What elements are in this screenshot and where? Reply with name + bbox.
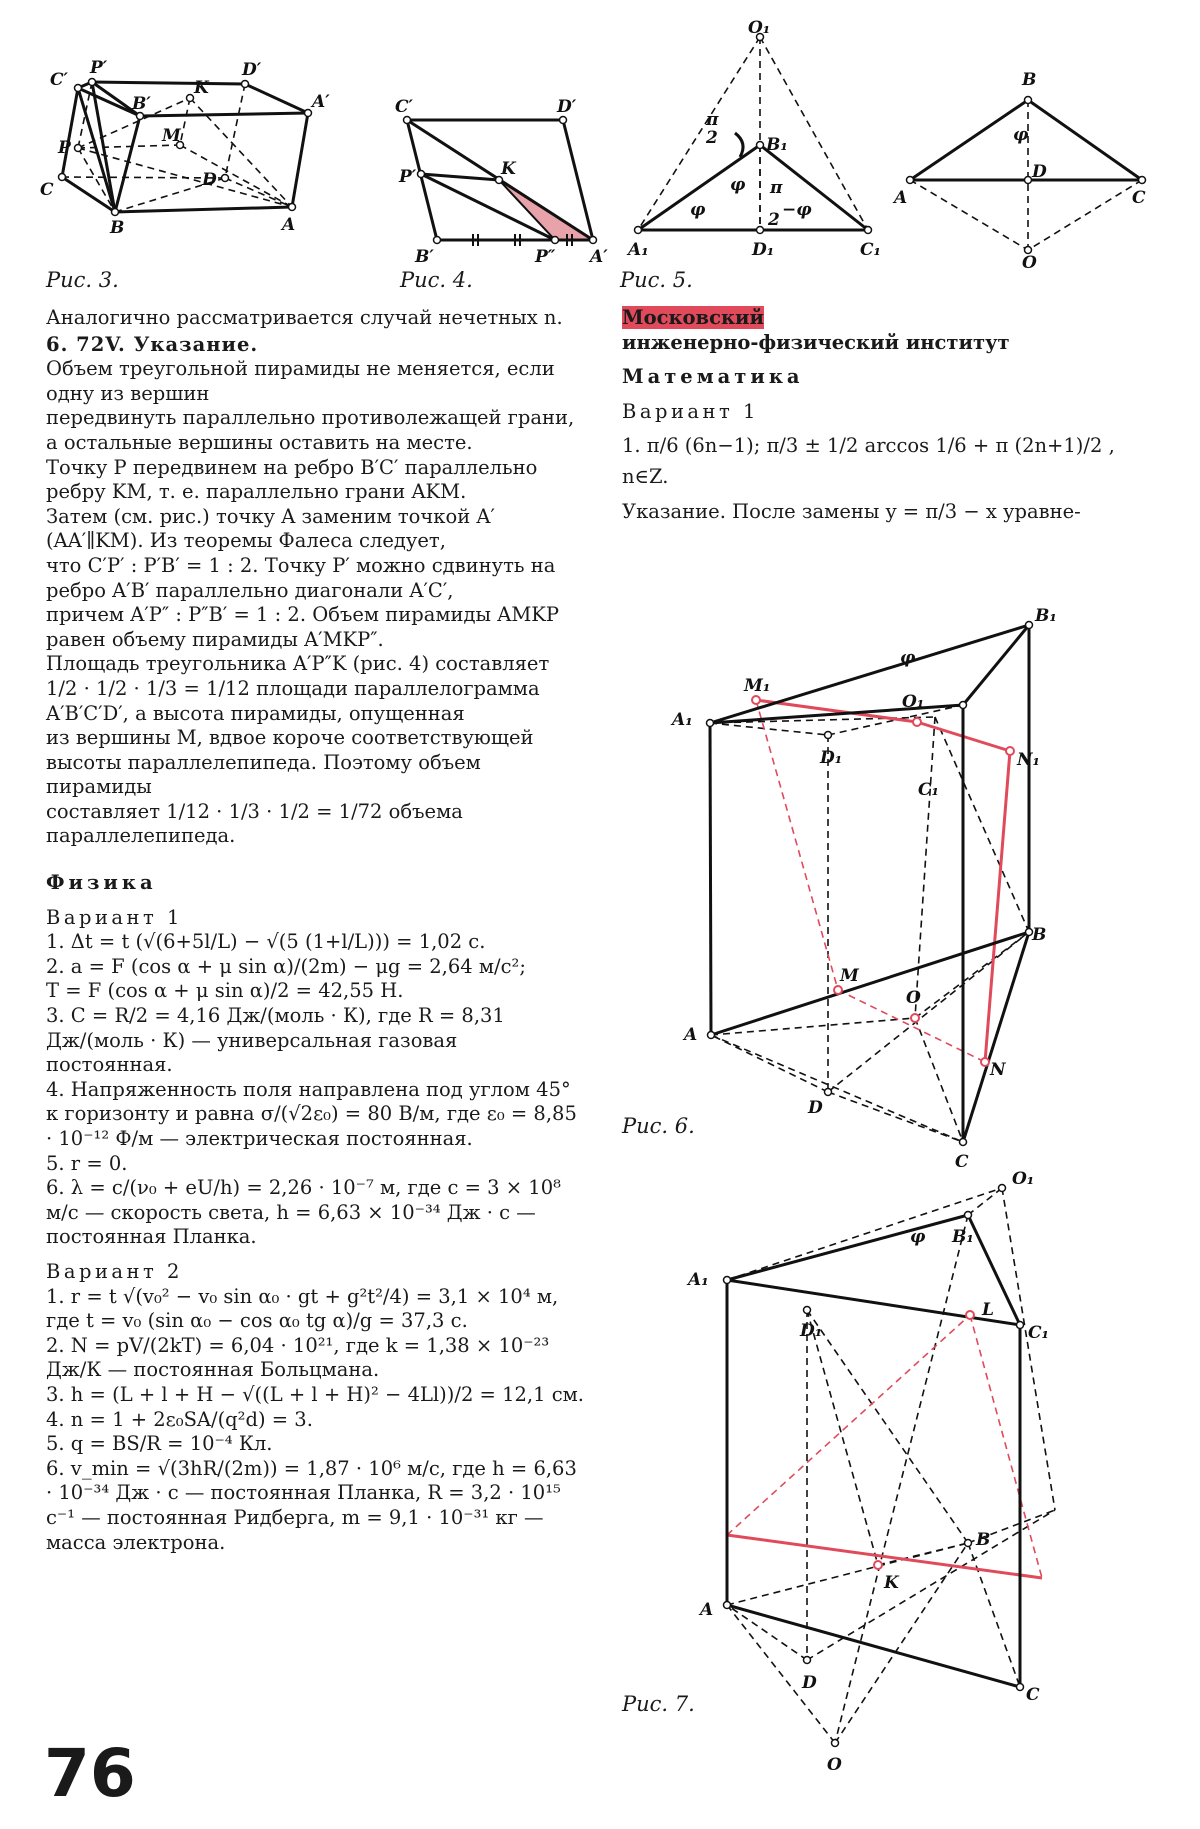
svg-text:O: O [1022, 253, 1037, 273]
variant1-item-6: 5. r = 0. [46, 1151, 128, 1175]
variant1-item-3: T = F (cos α + μ sin α)/2 = 42,55 Н. [46, 979, 404, 1003]
svg-text:A′: A′ [590, 247, 608, 267]
svg-text:B′: B′ [415, 247, 434, 267]
svg-text:A′: A′ [312, 92, 330, 112]
svg-text:2: 2 [706, 128, 718, 148]
svg-text:A: A [282, 215, 296, 235]
svg-text:A₁: A₁ [688, 1270, 709, 1290]
svg-text:P′: P′ [90, 58, 108, 78]
problem6-line-7: Площадь треугольника A′P″K (рис. 4) составляет [46, 652, 550, 676]
svg-text:C′: C′ [395, 97, 414, 117]
svg-text:N: N [990, 1060, 1006, 1080]
svg-text:D₁: D₁ [820, 748, 843, 768]
svg-text:O₁: O₁ [902, 692, 925, 712]
left-column [46, 306, 588, 1555]
institute-line-2: инженерно-физический институт [622, 330, 1010, 354]
svg-text:A: A [894, 188, 908, 208]
problem6-line-2: передвинуть параллельно противолежащей грани, а остальные вершины оставить на месте. [46, 406, 575, 454]
svg-text:P″: P″ [535, 247, 556, 267]
hint-text: Указание. После замены y = π/3 − x уравне- [622, 499, 1081, 523]
variant1-item-7: 6. λ = c/(ν₀ + eU/h) = 2,26 · 10⁻⁷ м, где c = 3 × 10⁸ м/с — скорость света, h = 6,63 × 10⁻³⁴ Дж · с — постоянная Планка. [46, 1176, 561, 1249]
svg-text:φ: φ [690, 200, 706, 220]
variant2-heading: Вариант 2 [46, 1259, 183, 1283]
problem6-line-10: составляет 1/12 · 1/3 · 1/2 = 1/72 объема параллелепипеда. [46, 799, 463, 848]
svg-text:π: π [706, 110, 719, 130]
problem6-line-5: что C′P′ : P′B′ = 1 : 2. Точку P′ можно сдвинуть на ребро A′B′ параллельно диагонали A′C′, [46, 553, 556, 602]
svg-text:K: K [194, 78, 209, 98]
svg-text:P: P [58, 138, 71, 158]
svg-text:D: D [1032, 162, 1047, 182]
figure-7 [680, 1160, 1080, 1780]
caption-figure-3: Рис. 3. [46, 268, 119, 292]
variant1-item-4: 3. C = R/2 = 4,16 Дж/(моль · К), где R = 8,31 Дж/(моль · К) — универсальная газовая постоянная. [46, 1004, 505, 1077]
svg-text:D: D [802, 1673, 817, 1693]
svg-text:O: O [827, 1755, 842, 1775]
problem6-line-6: причем A′P″ : P″B′ = 1 : 2. Объем пирамиды AMKP равен объему пирамиды A′MKP″. [46, 603, 559, 651]
problem6-line-4: Затем (см. рис.) точку A заменим точкой A′ (AA′∥KM). Из теоремы Фалеса следует, [46, 504, 495, 553]
svg-text:D: D [808, 1098, 823, 1118]
intro-text: Аналогично рассматривается случай нечетных n. [46, 306, 563, 329]
svg-text:C: C [40, 180, 54, 200]
svg-text:C₁: C₁ [918, 780, 939, 800]
svg-text:B: B [1032, 925, 1047, 945]
variant2-item-5: 5. q = BS/R = 10⁻⁴ Кл. [46, 1432, 273, 1456]
svg-text:C: C [955, 1152, 969, 1172]
variant2-item-1: 1. r = t √(v₀² − v₀ sin α₀ · gt + g²t²/4) = 3,1 × 10⁴ м, где t = v₀ (sin α₀ − cos α₀ tg α)/g = 37,3 с. [46, 1284, 559, 1333]
svg-text:B₁: B₁ [1035, 606, 1057, 626]
svg-text:φ: φ [730, 175, 746, 195]
figure-5 [620, 18, 1180, 273]
right-column [622, 306, 1162, 524]
figure-4 [385, 97, 615, 270]
caption-figure-6: Рис. 6. [622, 1114, 695, 1138]
problem6-line-3: Точку P передвинем на ребро B′C′ параллельно ребру KM, т. е. параллельно грани AKM. [46, 455, 538, 504]
svg-text:A: A [700, 1600, 714, 1620]
problem6-line-8: 1/2 · 1/2 · 1/3 = 1/12 площади параллелограмма A′B′C′D′, а высота пирамиды, опущенная [46, 676, 540, 725]
institute-line-1 [622, 306, 1162, 331]
svg-text:L: L [982, 1300, 994, 1320]
svg-text:−φ: −φ [782, 200, 812, 220]
svg-text:C′: C′ [50, 70, 69, 90]
svg-text:C₁: C₁ [860, 240, 881, 260]
variant-heading: Вариант 1 [622, 399, 759, 423]
svg-text:2: 2 [768, 210, 780, 230]
variant2-item-6: 6. v_min = √(3hR/(2m)) = 1,87 · 10⁶ м/с, где h = 6,63 · 10⁻³⁴ Дж · с — постоянная Планка, R = 3,2 · 10¹⁵ с⁻¹ — постоянная Ридберга, m = 9,1 · 10⁻³¹ кг — масса электрона. [46, 1456, 577, 1554]
svg-text:C₁: C₁ [1028, 1323, 1049, 1343]
answer-1-cont: n∈Z. [622, 464, 669, 488]
problem6-label: 6. 72V. Указание. [46, 332, 259, 356]
variant1-item-2: 2. a = F (cos α + μ sin α)/(2m) − μg = 2,64 м/с²; [46, 954, 526, 978]
figure-3 [30, 55, 360, 240]
variant2-item-2: 2. N = pV/(2kT) = 6,04 · 10²¹, где k = 1,38 × 10⁻²³ Дж/К — постоянная Больцмана. [46, 1333, 550, 1382]
problem6-line-9: из вершины M, вдвое короче соответствующей высоты параллелепипеда. Поэтому объем пирамиды [46, 726, 534, 799]
svg-text:A: A [684, 1025, 698, 1045]
svg-text:C: C [1132, 188, 1146, 208]
problem6-line-1: Объем треугольной пирамиды не меняется, если одну из вершин [46, 357, 555, 405]
svg-text:O: O [906, 988, 921, 1008]
svg-text:K: K [501, 159, 516, 179]
page-number: 76 [44, 1735, 136, 1812]
svg-text:φ: φ [1013, 125, 1029, 145]
variant1-item-1: 1. Δt = t (√(6+5l/L) − √(5 (1+l/L))) = 1,02 с. [46, 930, 486, 954]
variant2-item-3: 3. h = (L + l + H − √((L + l + H)² − 4Ll))/2 = 12,1 см. [46, 1382, 584, 1406]
physics-heading: Физика [46, 871, 157, 895]
svg-text:D₁: D₁ [752, 240, 775, 260]
caption-figure-7: Рис. 7. [622, 1692, 695, 1716]
variant2-item-4: 4. n = 1 + 2ε₀SA/(q²d) = 3. [46, 1407, 313, 1431]
variant1-heading: Вариант 1 [46, 905, 183, 929]
figure-6 [672, 595, 1080, 1172]
svg-text:O₁: O₁ [1012, 1169, 1035, 1189]
caption-figure-5: Рис. 5. [620, 268, 693, 292]
svg-text:M: M [162, 126, 181, 146]
caption-figure-4: Рис. 4. [400, 268, 473, 292]
svg-text:D₁: D₁ [800, 1321, 823, 1341]
svg-text:B₁: B₁ [766, 135, 788, 155]
institute-name: Московский [622, 306, 764, 329]
svg-text:D′: D′ [242, 60, 262, 80]
svg-text:φ: φ [900, 648, 916, 668]
svg-text:M₁: M₁ [744, 676, 771, 696]
svg-text:B: B [1022, 70, 1037, 90]
subject-heading: Математика [622, 365, 804, 389]
svg-text:N₁: N₁ [1017, 750, 1040, 770]
svg-text:A₁: A₁ [628, 240, 649, 260]
svg-text:K: K [884, 1573, 899, 1593]
svg-text:B₁: B₁ [952, 1227, 974, 1247]
svg-text:O₁: O₁ [748, 18, 771, 38]
svg-text:D′: D′ [557, 97, 577, 117]
variant1-item-5: 4. Напряженность поля направлена под углом 45° к горизонту и равна σ/(√2ε₀) = 80 В/м, где ε₀ = 8,85 · 10⁻¹² Ф/м — электрическая постоянная. [46, 1077, 577, 1150]
svg-text:A₁: A₁ [672, 710, 693, 730]
svg-text:D: D [202, 170, 217, 190]
svg-text:φ: φ [910, 1227, 926, 1247]
svg-text:M: M [840, 966, 859, 986]
svg-text:π: π [770, 178, 783, 198]
svg-text:B: B [110, 218, 125, 238]
svg-text:B′: B′ [132, 94, 151, 114]
svg-text:P′: P′ [399, 167, 417, 187]
svg-text:C: C [1026, 1685, 1040, 1705]
svg-text:B: B [976, 1530, 991, 1550]
answer-1: 1. π/6 (6n−1); π/3 ± 1/2 arccos 1/6 + π (2n+1)/2 , [622, 434, 1115, 458]
